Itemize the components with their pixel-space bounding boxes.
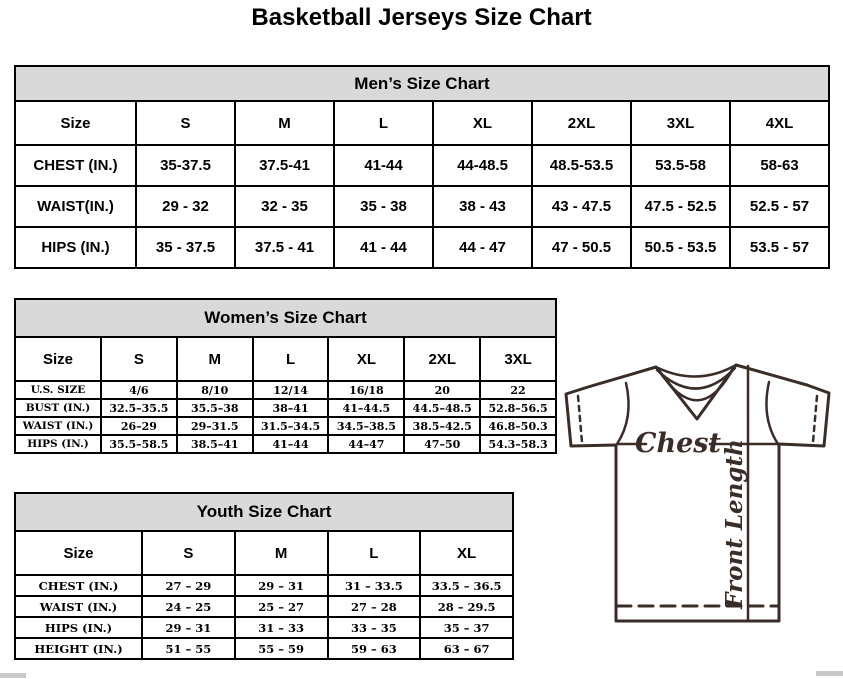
measurement-row <box>15 186 829 227</box>
measurement-row <box>15 381 556 399</box>
measurement-row <box>15 575 513 596</box>
size-header: 3XL <box>631 101 730 145</box>
right-cuff-dashed-line <box>813 396 817 442</box>
header-row <box>15 531 513 575</box>
measurement-row <box>15 435 556 453</box>
measurement-row <box>15 145 829 186</box>
size-value-cell: 38.5–42.5 <box>404 417 480 435</box>
size-header: 3XL <box>480 337 556 381</box>
size-value-cell: 59 – 63 <box>328 638 421 659</box>
womens-size-table <box>14 336 557 454</box>
size-value-cell: 44-48.5 <box>433 145 532 186</box>
size-value-cell: 38.5–41 <box>177 435 253 453</box>
size-header: M <box>235 101 334 145</box>
right-armhole-seam <box>766 382 778 444</box>
size-header: S <box>101 337 177 381</box>
header-row <box>15 101 829 145</box>
size-column-header: Size <box>15 531 142 575</box>
row-label: U.S. SIZE <box>15 381 101 399</box>
row-label: CHEST (IN.) <box>15 575 142 596</box>
mens-size-table <box>14 100 830 269</box>
size-value-cell: 29 – 31 <box>142 617 235 638</box>
size-value-cell: 34.5–38.5 <box>328 417 404 435</box>
row-label: BUST (IN.) <box>15 399 101 417</box>
size-value-cell: 35.5–58.5 <box>101 435 177 453</box>
size-value-cell: 44.5–48.5 <box>404 399 480 417</box>
size-header: S <box>142 531 235 575</box>
collar-curve-top <box>656 365 736 377</box>
size-value-cell: 44–47 <box>328 435 404 453</box>
size-value-cell: 33 – 35 <box>328 617 421 638</box>
size-value-cell: 35 – 37 <box>420 617 513 638</box>
size-value-cell: 41-44 <box>334 145 433 186</box>
size-value-cell: 38 - 43 <box>433 186 532 227</box>
size-value-cell: 41 - 44 <box>334 227 433 268</box>
size-value-cell: 26–29 <box>101 417 177 435</box>
size-column-header: Size <box>15 101 136 145</box>
size-value-cell: 12/14 <box>253 381 329 399</box>
jersey-outline <box>566 365 829 621</box>
size-header: L <box>253 337 329 381</box>
measurement-row <box>15 399 556 417</box>
row-label: HIPS (IN.) <box>15 227 136 268</box>
size-value-cell: 35.5–38 <box>177 399 253 417</box>
row-label: HEIGHT (IN.) <box>15 638 142 659</box>
row-label: WAIST(IN.) <box>15 186 136 227</box>
size-header: 2XL <box>532 101 631 145</box>
row-label: WAIST (IN.) <box>15 417 101 435</box>
size-value-cell: 32.5–35.5 <box>101 399 177 417</box>
size-value-cell: 24 – 25 <box>142 596 235 617</box>
youth-chart-title: Youth Size Chart <box>14 492 514 530</box>
size-value-cell: 41–44 <box>253 435 329 453</box>
size-header: XL <box>328 337 404 381</box>
left-cuff-dashed-line <box>578 396 582 442</box>
size-value-cell: 58-63 <box>730 145 829 186</box>
scrollbar-remnant-right <box>816 671 843 676</box>
size-value-cell: 31 – 33 <box>235 617 328 638</box>
size-value-cell: 52.8–56.5 <box>480 399 556 417</box>
chest-label: Chest <box>635 428 721 459</box>
youth-size-table <box>14 530 514 660</box>
size-header: L <box>328 531 421 575</box>
size-value-cell: 28 – 29.5 <box>420 596 513 617</box>
size-value-cell: 25 – 27 <box>235 596 328 617</box>
size-value-cell: 16/18 <box>328 381 404 399</box>
size-value-cell: 47–50 <box>404 435 480 453</box>
size-value-cell: 31 – 33.5 <box>328 575 421 596</box>
jersey-measurement-diagram <box>558 356 840 644</box>
left-armhole-seam <box>617 383 629 444</box>
size-value-cell: 29–31.5 <box>177 417 253 435</box>
size-value-cell: 35 - 37.5 <box>136 227 235 268</box>
size-value-cell: 32 - 35 <box>235 186 334 227</box>
size-value-cell: 20 <box>404 381 480 399</box>
page-title: Basketball Jerseys Size Chart <box>251 4 592 31</box>
size-value-cell: 50.5 - 53.5 <box>631 227 730 268</box>
header-row <box>15 337 556 381</box>
size-value-cell: 33.5 – 36.5 <box>420 575 513 596</box>
size-header: S <box>136 101 235 145</box>
measurement-row <box>15 617 513 638</box>
jersey-diagram-icon <box>558 356 840 644</box>
size-header: 4XL <box>730 101 829 145</box>
size-value-cell: 53.5-58 <box>631 145 730 186</box>
size-value-cell: 27 – 28 <box>328 596 421 617</box>
size-value-cell: 41–44.5 <box>328 399 404 417</box>
size-value-cell: 43 - 47.5 <box>532 186 631 227</box>
size-value-cell: 47.5 - 52.5 <box>631 186 730 227</box>
measurement-row <box>15 638 513 659</box>
size-header: XL <box>420 531 513 575</box>
mens-chart-title: Men’s Size Chart <box>14 65 830 100</box>
size-value-cell: 48.5-53.5 <box>532 145 631 186</box>
row-label: HIPS (IN.) <box>15 435 101 453</box>
size-value-cell: 27 – 29 <box>142 575 235 596</box>
row-label: HIPS (IN.) <box>15 617 142 638</box>
size-value-cell: 4/6 <box>101 381 177 399</box>
size-value-cell: 55 – 59 <box>235 638 328 659</box>
row-label: WAIST (IN.) <box>15 596 142 617</box>
size-value-cell: 53.5 - 57 <box>730 227 829 268</box>
measurement-row <box>15 417 556 435</box>
measurement-row <box>15 227 829 268</box>
size-column-header: Size <box>15 337 101 381</box>
size-value-cell: 47 - 50.5 <box>532 227 631 268</box>
scrollbar-remnant-left <box>0 673 26 678</box>
measurement-row <box>15 596 513 617</box>
womens-size-chart <box>14 298 557 454</box>
size-value-cell: 38–41 <box>253 399 329 417</box>
size-header: M <box>177 337 253 381</box>
size-value-cell: 8/10 <box>177 381 253 399</box>
size-value-cell: 46.8–50.3 <box>480 417 556 435</box>
size-header: M <box>235 531 328 575</box>
size-value-cell: 63 – 67 <box>420 638 513 659</box>
size-value-cell: 29 - 32 <box>136 186 235 227</box>
size-value-cell: 37.5 - 41 <box>235 227 334 268</box>
youth-size-chart <box>14 492 514 660</box>
size-value-cell: 29 – 31 <box>235 575 328 596</box>
size-value-cell: 44 - 47 <box>433 227 532 268</box>
size-header: XL <box>433 101 532 145</box>
row-label: CHEST (IN.) <box>15 145 136 186</box>
size-value-cell: 35 - 38 <box>334 186 433 227</box>
mens-size-chart <box>14 65 830 269</box>
size-value-cell: 37.5-41 <box>235 145 334 186</box>
size-value-cell: 31.5–34.5 <box>253 417 329 435</box>
size-value-cell: 54.3–58.3 <box>480 435 556 453</box>
size-value-cell: 52.5 - 57 <box>730 186 829 227</box>
front-length-label: Front Length <box>721 439 748 609</box>
size-header: L <box>334 101 433 145</box>
size-value-cell: 51 – 55 <box>142 638 235 659</box>
womens-chart-title: Women’s Size Chart <box>14 298 557 336</box>
size-value-cell: 22 <box>480 381 556 399</box>
size-header: 2XL <box>404 337 480 381</box>
size-value-cell: 35-37.5 <box>136 145 235 186</box>
